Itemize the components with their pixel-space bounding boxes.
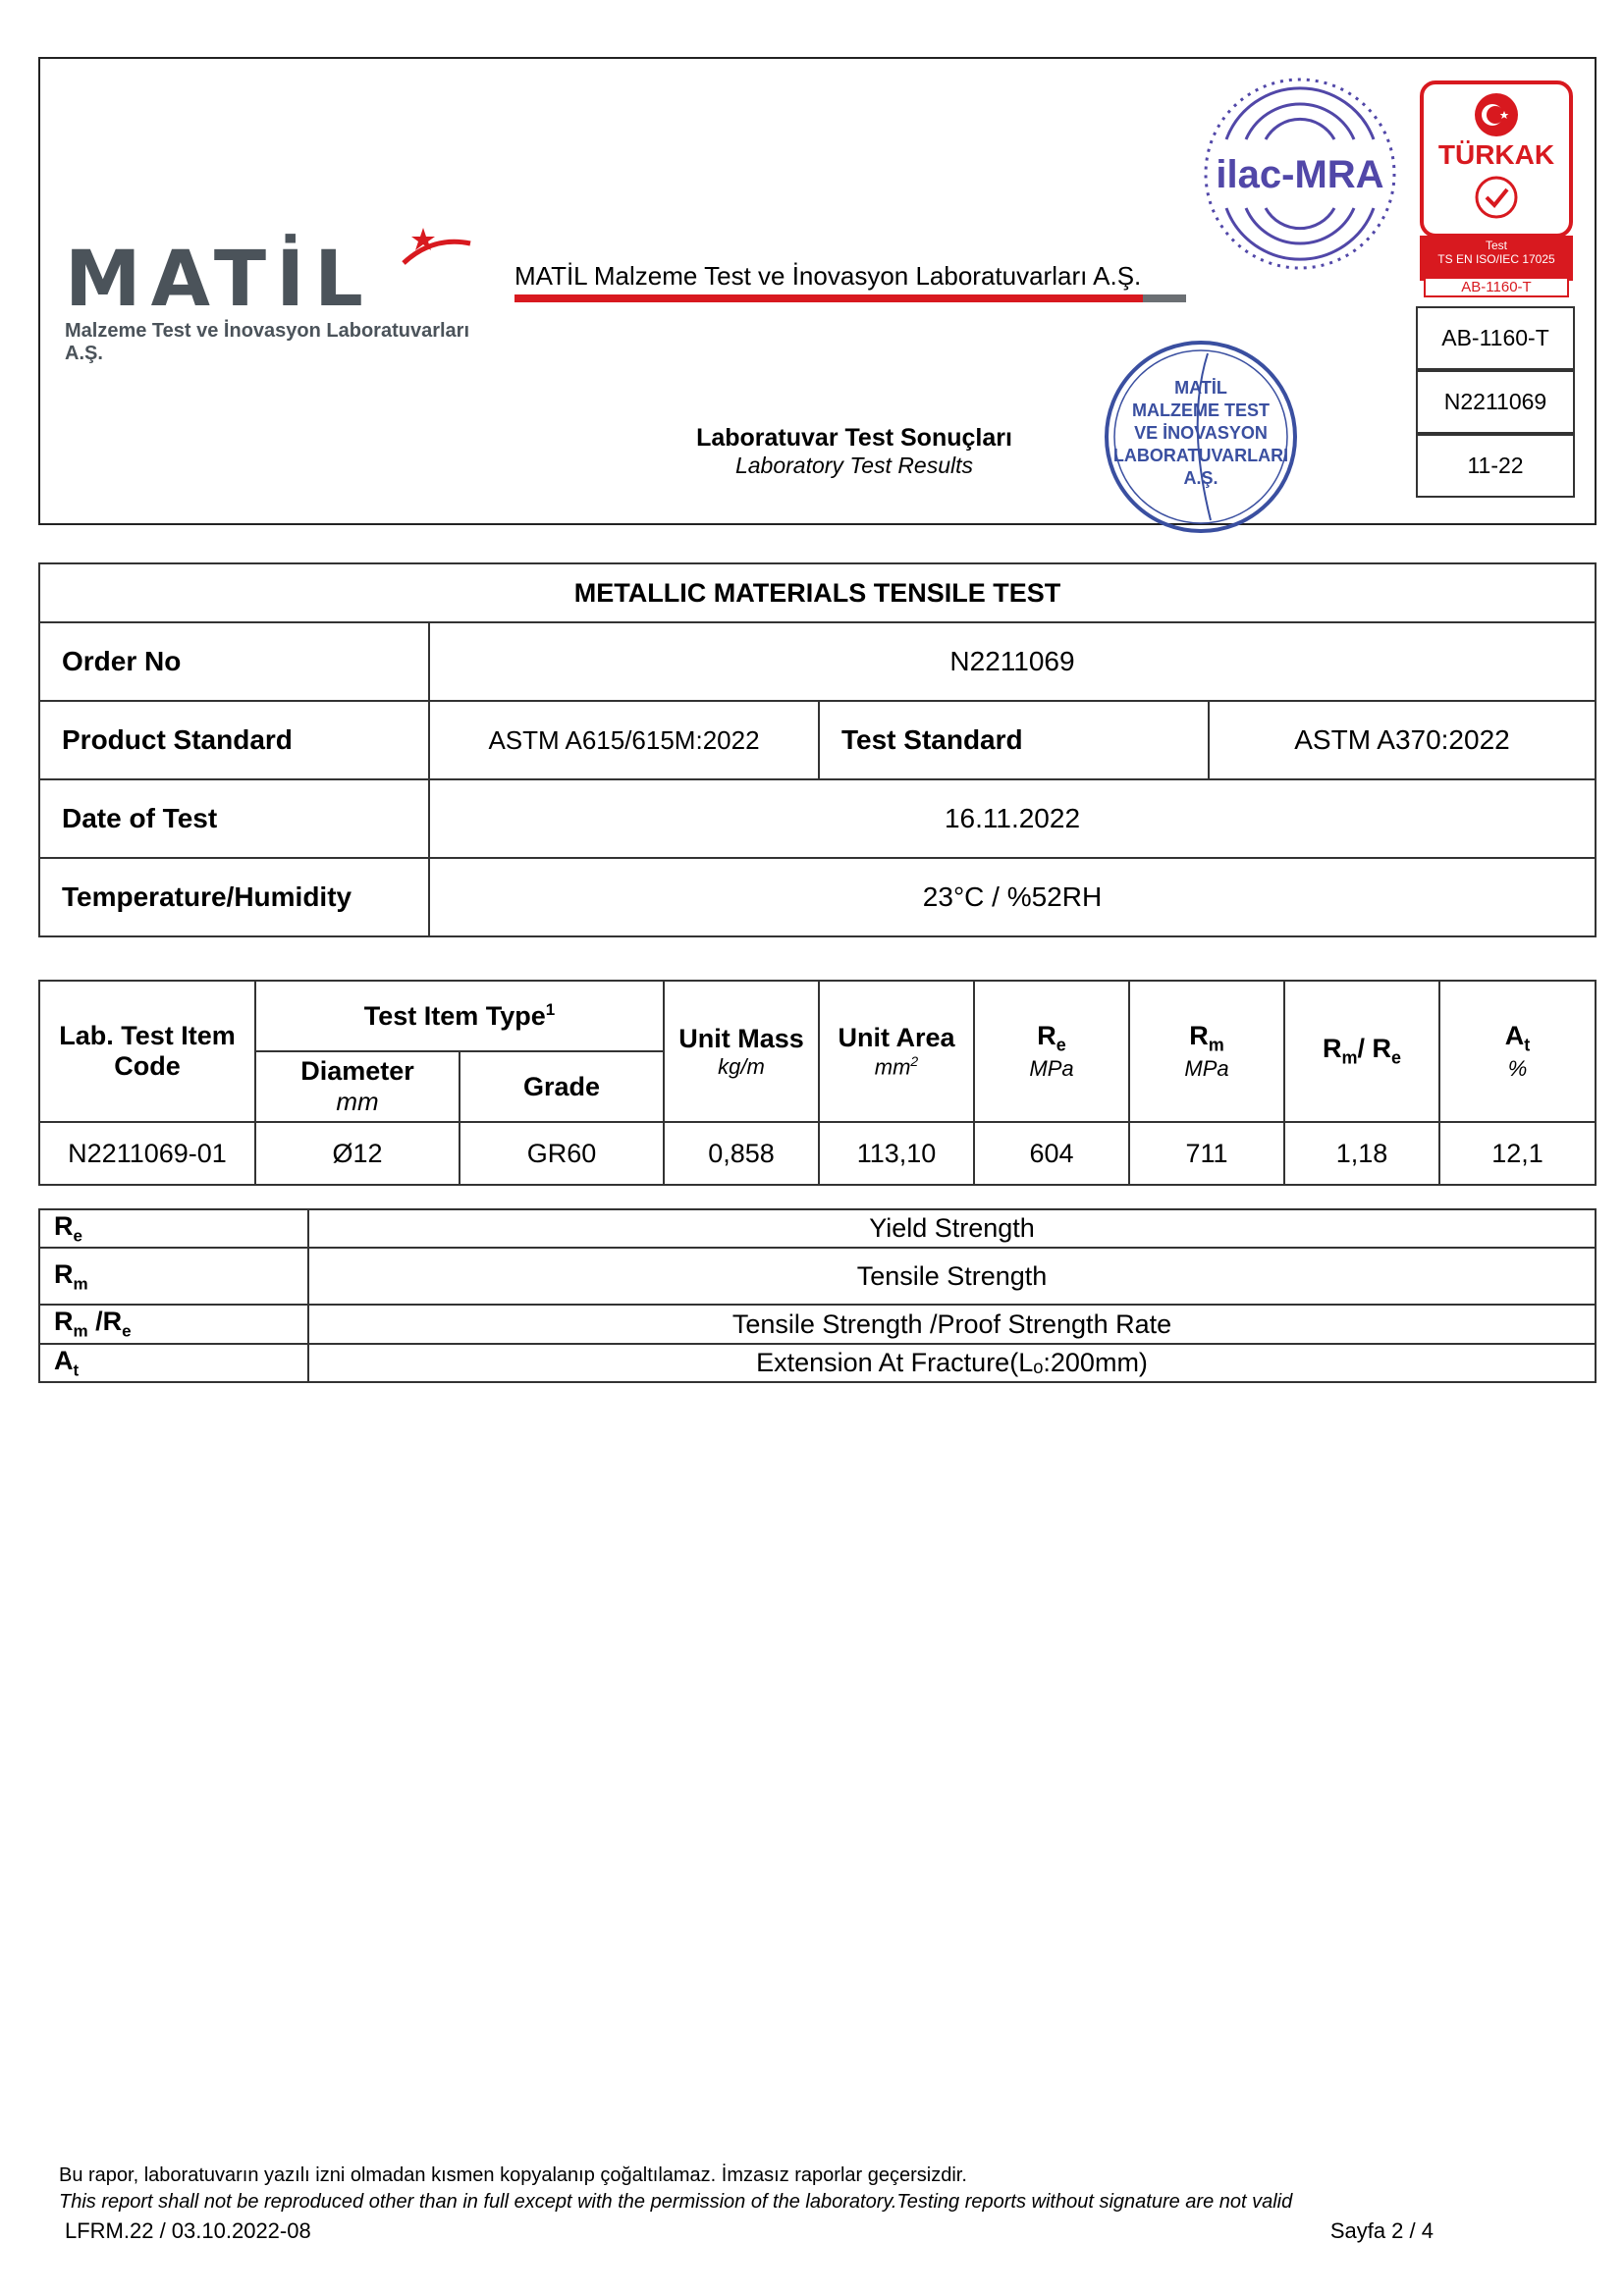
legend-desc: Extension At Fracture(Lₒ:200mm) (308, 1344, 1596, 1382)
cell-ratio: 1,18 (1284, 1122, 1439, 1185)
ilac-text: ilac-MRA (1216, 153, 1384, 196)
legend-symbol (39, 1209, 308, 1248)
temperature-value: 23°C / %52RH (429, 858, 1596, 936)
logo-wordmark: MATİL (65, 236, 373, 324)
logo (65, 236, 477, 365)
stamp-line: MALZEME TEST (1132, 400, 1270, 420)
legend-sub: m (73, 1274, 88, 1294)
header-type (255, 981, 664, 1051)
header-grade: Grade (460, 1051, 664, 1122)
accreditation-code: AB-1160-T (1416, 306, 1575, 370)
re-symbol: R (1037, 1021, 1056, 1051)
cell-grade: GR60 (460, 1122, 664, 1185)
header-diameter (255, 1051, 460, 1122)
stamp-line: MATİL (1174, 378, 1227, 398)
test-info-table (38, 562, 1597, 937)
check-icon (1474, 175, 1519, 220)
date-value: 16.11.2022 (429, 779, 1596, 858)
brand-red-bar (514, 294, 1143, 302)
legend-sub: t (73, 1361, 80, 1380)
legend-sym: R (54, 1211, 74, 1241)
turkish-flag-icon (1474, 92, 1519, 137)
brand-grey-bar (1143, 294, 1186, 302)
product-standard-value: ASTM A615/615M:2022 (429, 701, 819, 779)
report-title-tr: Laboratuvar Test Sonuçları (696, 424, 1012, 452)
table-row (39, 1122, 1596, 1185)
order-code: N2211069 (1416, 370, 1575, 434)
product-standard-label: Product Standard (39, 701, 429, 779)
legend-row (39, 1248, 1596, 1305)
legend-symbol (39, 1305, 308, 1343)
form-code: LFRM.22 / 03.10.2022-08 (65, 2218, 311, 2243)
at-sub: t (1524, 1035, 1531, 1055)
cell-rm: 711 (1129, 1122, 1284, 1185)
date-label: Date of Test (39, 779, 429, 858)
turkak-name: TÜRKAK (1437, 139, 1555, 170)
header-code: Lab. Test Item Code (39, 981, 255, 1122)
legend-sym: A (54, 1345, 74, 1375)
legend-row (39, 1209, 1596, 1248)
unit-mass-label: Unit Mass (678, 1023, 804, 1053)
ratio-sep: / (1357, 1034, 1373, 1064)
ratio-b-sub: e (1391, 1047, 1402, 1068)
order-no-label: Order No (39, 622, 429, 701)
legend-symbol (39, 1344, 308, 1382)
header-unit-area (819, 981, 974, 1122)
ratio-a-sub: m (1341, 1047, 1358, 1068)
legend-table (38, 1208, 1597, 1383)
header-re (974, 981, 1129, 1122)
logo-subtitle: Malzeme Test ve İnovasyon Laboratuvarları A.Ş. (65, 320, 470, 364)
header-at (1439, 981, 1596, 1122)
cell-code: N2211069-01 (39, 1122, 255, 1185)
unit-area-unit-base: mm (874, 1054, 911, 1080)
turkak-code: AB-1160-T (1424, 277, 1569, 297)
rm-sub: m (1208, 1035, 1224, 1055)
footer-notice-en: This report shall not be reproduced other than in full except with the permission of the laboratory.Testing reports without signature are not valid (59, 2191, 1293, 2213)
lab-stamp (1098, 334, 1304, 540)
legend-sub: e (73, 1226, 82, 1246)
legend-desc: Tensile Strength /Proof Strength Rate (308, 1305, 1596, 1343)
diameter-label: Diameter (300, 1056, 414, 1086)
legend-desc: Yield Strength (308, 1209, 1596, 1248)
at-unit: % (1507, 1055, 1528, 1081)
stamp-line: A.Ş. (1183, 468, 1218, 488)
temperature-label: Temperature/Humidity (39, 858, 429, 936)
legend-sub: m (73, 1321, 88, 1341)
header-ratio (1284, 981, 1439, 1122)
turkak-line1: Test (1485, 239, 1507, 252)
stamp-line: VE İNOVASYON (1134, 423, 1268, 443)
at-symbol: A (1504, 1021, 1525, 1051)
legend-symbol (39, 1248, 308, 1305)
unit-area-unit-sup: 2 (910, 1052, 919, 1069)
unit-mass-unit: kg/m (718, 1053, 765, 1079)
rm-symbol: R (1189, 1021, 1209, 1051)
cell-unit-mass: 0,858 (664, 1122, 819, 1185)
footer-notice-tr: Bu rapor, laboratuvarın yazılı izni olmadan kısmen kopyalanıp çoğaltılamaz. İmzasız raporlar geçersizdir. (59, 2164, 967, 2186)
legend-sym2: /R (87, 1307, 123, 1337)
ratio-a: R (1322, 1034, 1342, 1064)
stamp-text (1098, 377, 1304, 490)
results-table (38, 980, 1597, 1186)
unit-area-label: Unit Area (838, 1022, 955, 1052)
table-title: METALLIC MATERIALS TENSILE TEST (39, 563, 1596, 622)
turkak-line2: TS EN ISO/IEC 17025 (1437, 252, 1555, 266)
header-type-sup: 1 (545, 1000, 556, 1019)
unit-area-unit (821, 1053, 972, 1080)
stamp-line: LABORATUVARLARI (1112, 446, 1289, 465)
diameter-unit: mm (336, 1087, 379, 1116)
legend-sym: R (54, 1307, 74, 1337)
re-unit: MPa (1029, 1055, 1074, 1081)
re-sub: e (1056, 1035, 1066, 1055)
cell-unit-area: 113,10 (819, 1122, 974, 1185)
test-standard-value: ASTM A370:2022 (1209, 701, 1596, 779)
turkak-info (1420, 236, 1573, 281)
legend-sym: R (54, 1258, 74, 1289)
cell-re: 604 (974, 1122, 1129, 1185)
legend-row (39, 1305, 1596, 1343)
report-title-en: Laboratory Test Results (734, 453, 974, 478)
ratio-b: R (1372, 1034, 1391, 1064)
ilac-mra-logo (1202, 71, 1398, 277)
header-type-label: Test Item Type (363, 1001, 546, 1031)
legend-desc: Tensile Strength (308, 1248, 1596, 1305)
logo-star-icon (394, 226, 472, 265)
turkak-badge (1420, 80, 1573, 296)
cell-at: 12,1 (1439, 1122, 1596, 1185)
report-title (609, 424, 1100, 479)
company-name: MATİL Malzeme Test ve İnovasyon Laboratuvarları A.Ş. (514, 261, 1142, 291)
legend-sub2: e (122, 1321, 132, 1341)
header-unit-mass (664, 981, 819, 1122)
order-no-value: N2211069 (429, 622, 1596, 701)
test-standard-label: Test Standard (819, 701, 1209, 779)
cell-diameter: Ø12 (255, 1122, 460, 1185)
legend-row (39, 1344, 1596, 1382)
date-code: 11-22 (1416, 434, 1575, 498)
rm-unit: MPa (1184, 1055, 1229, 1081)
page-number: Sayfa 2 / 4 (1329, 2218, 1434, 2243)
header-rm (1129, 981, 1284, 1122)
